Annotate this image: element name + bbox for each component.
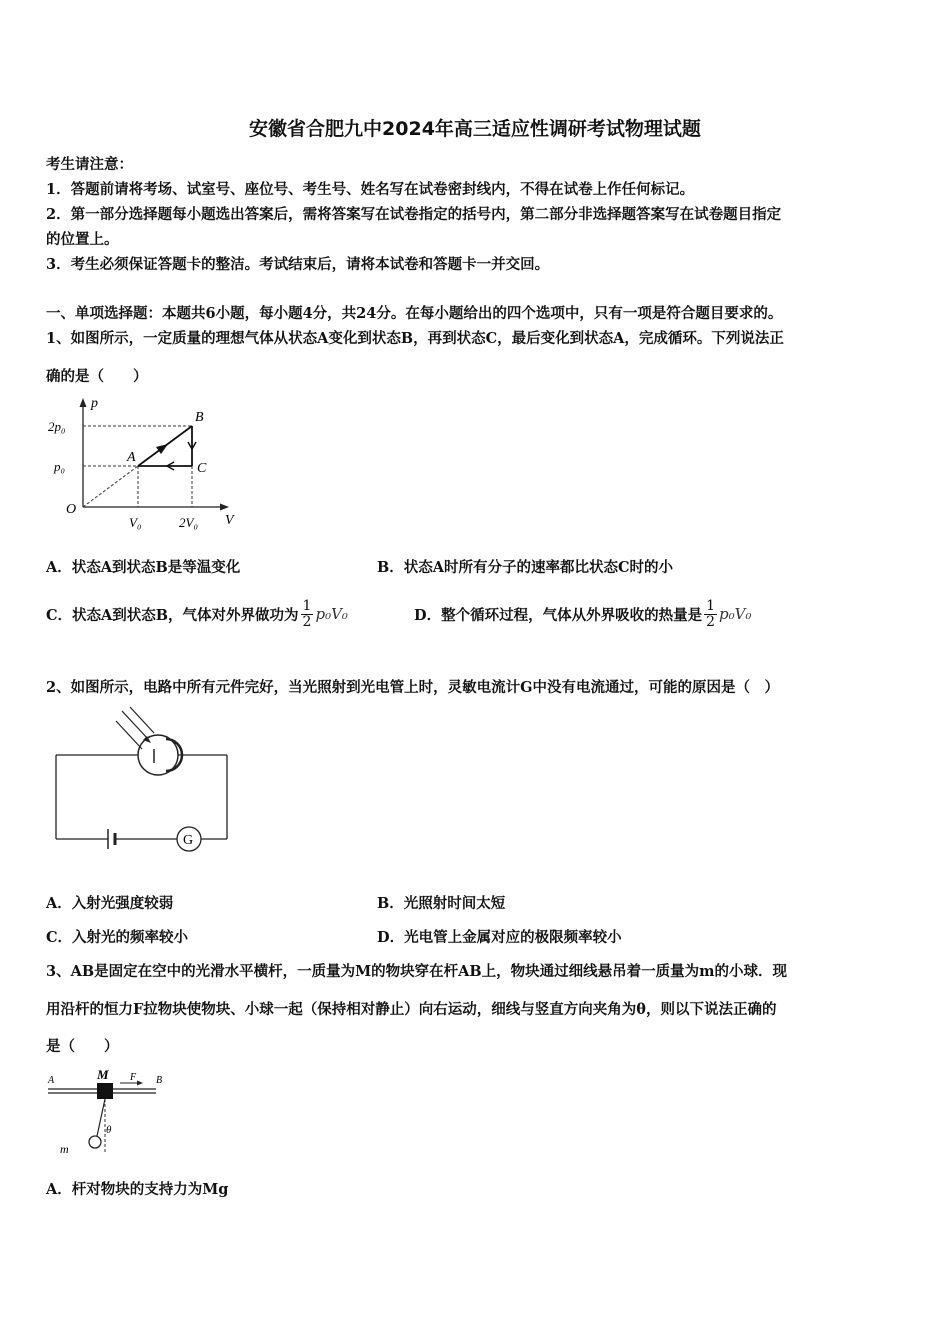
light-ray-3 <box>130 707 154 733</box>
label-ball-m: m <box>60 1142 69 1156</box>
q1-option-d-fraction <box>704 599 717 629</box>
q3-stem-line1: 3、AB是固定在空中的光滑水平横杆，一质量为M的物块穿在杆AB上，物块通过细线悬吊着一质量为m的小球．现 <box>46 963 787 980</box>
label-a: A <box>48 1075 55 1086</box>
q1-option-a: A．状态A到状态B是等温变化 <box>46 559 241 576</box>
force-f-arrowhead <box>137 1081 143 1086</box>
label-f: F <box>130 1072 137 1083</box>
frac-numerator: 1 <box>302 597 312 614</box>
q3-stem-line2: 用沿杆的恒力F拉物块使物块、小球一起（保持相对静止）向右运动，细线与竖直方向夹角为θ，则以下说法正确的 <box>46 1001 777 1018</box>
q3-rod-diagram <box>44 1062 174 1158</box>
p-axis-arrow <box>80 398 87 407</box>
q1-option-d-term: p₀V₀ <box>719 605 752 623</box>
label-point-a: A <box>127 450 136 465</box>
label-block-m: M <box>97 1067 109 1082</box>
tick-p0: p₀ <box>54 459 66 474</box>
notice-heading: 考生请注意： <box>46 156 133 173</box>
q2-option-d: D．光电管上金属对应的极限频率较小 <box>377 929 622 946</box>
label-b: B <box>156 1075 163 1086</box>
v-axis-arrow <box>220 504 229 511</box>
string <box>97 1099 105 1136</box>
light-ray-1 <box>122 711 148 739</box>
label-point-b: B <box>195 410 204 425</box>
frac-denominator: 2 <box>302 613 312 630</box>
q1-stem-line1: 1、如图所示，一定质量的理想气体从状态A变化到状态B，再到状态C，最后变化到状态A，完成循环。下列说法正 <box>46 330 784 347</box>
q2-option-c: C．入射光的频率较小 <box>46 929 189 946</box>
q1-pv-diagram <box>44 394 240 534</box>
block-m <box>97 1083 113 1099</box>
notice-item-3: 3．考生必须保证答题卡的整洁。考试结束后，请将本试卷和答题卡一并交回。 <box>46 256 550 273</box>
q2-option-a: A．入射光强度较弱 <box>46 895 174 912</box>
label-p: p <box>91 396 98 411</box>
q3-option-a: A．杆对物块的支持力为Mg <box>46 1181 229 1198</box>
q2-stem-line1: 2、如图所示，电路中所有元件完好，当光照射到光电管上时，灵敏电流计G中没有电流通过，可能的原因是（ ） <box>46 679 779 696</box>
q1-option-d-row <box>414 592 751 636</box>
notice-item-2: 2．第一部分选择题每小题选出答案后，需将答案写在试卷指定的括号内，第二部分非选择题答案写在试卷题目指定 <box>46 206 782 223</box>
label-v: V <box>225 513 234 528</box>
page-title: 安徽省合肥九中2024年高三适应性调研考试物理试题 <box>249 118 701 140</box>
tick-2p0: 2p₀ <box>48 419 66 434</box>
q3-stem-line3: 是（ ） <box>46 1038 119 1055</box>
q1-option-c-term: p₀V₀ <box>315 605 348 623</box>
label-point-c: C <box>197 461 207 476</box>
notice-item-1: 1．答题前请将考场、试室号、座位号、考生号、姓名写在试卷密封线内，不得在试卷上作任何标记。 <box>46 181 695 198</box>
notice-item-2-cont: 的位置上。 <box>46 231 119 248</box>
label-origin: O <box>66 502 77 517</box>
tick-2v0: 2V₀ <box>179 515 198 530</box>
tick-v0: V₀ <box>129 515 142 530</box>
q1-option-c-fraction <box>301 599 314 629</box>
q1-option-b: B．状态A时所有分子的速率都比状态C时的小 <box>377 559 674 576</box>
section-heading: 一、单项选择题：本题共6小题，每小题4分，共24分。在每小题给出的四个选项中，只有一项是符合题目要求的。 <box>46 305 783 322</box>
q1-option-d: D．整个循环过程，气体从外界吸收的热量是 <box>414 606 703 624</box>
frac-denominator: 2 <box>706 613 715 630</box>
label-theta: θ <box>106 1124 112 1136</box>
arrow-a-to-b <box>156 444 168 454</box>
q1-stem-line2: 确的是（ ） <box>46 368 148 385</box>
frac-numerator: 1 <box>706 597 715 614</box>
ball-m <box>89 1136 101 1148</box>
q2-circuit-diagram <box>50 703 240 853</box>
q1-option-c-row <box>46 592 348 636</box>
q1-option-c: C．状态A到状态B，气体对外界做功为 <box>46 606 299 624</box>
guide-origin-line <box>83 466 138 507</box>
galvanometer-label: G <box>183 833 194 848</box>
q2-option-b: B．光照射时间太短 <box>377 895 506 912</box>
light-ray-2 <box>116 721 142 749</box>
